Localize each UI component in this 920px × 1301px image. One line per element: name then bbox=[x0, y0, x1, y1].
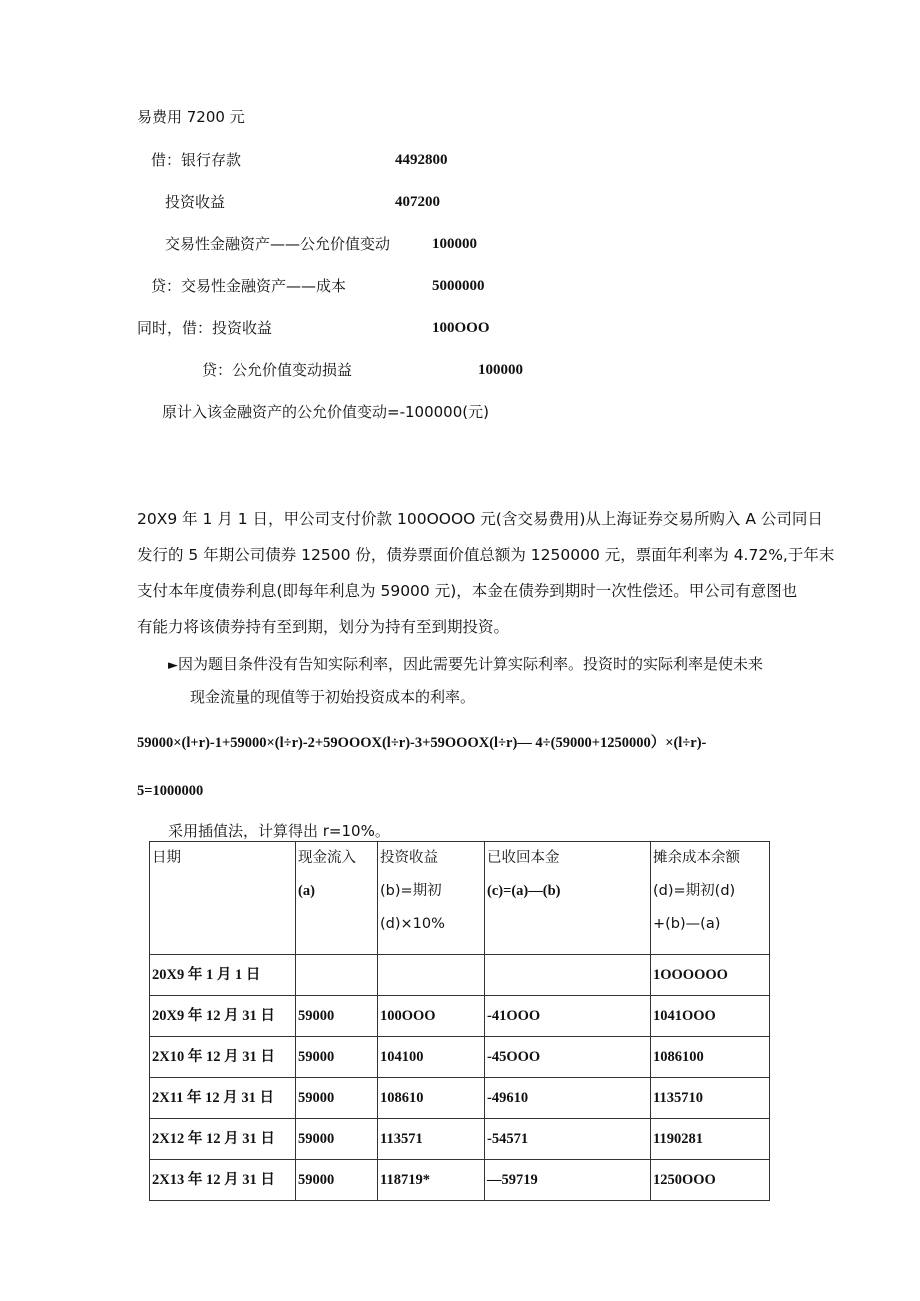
note-line-1 bbox=[168, 654, 763, 674]
entry-simultaneous-debit-label: 同时，借：投资收益 bbox=[137, 319, 273, 337]
header-amortized-cost-label: 摊余成本余额 bbox=[653, 850, 740, 866]
entry-simultaneous-debit-amount: 100OOO bbox=[432, 320, 490, 336]
formula-line-1: 59000×(l+r)-1+59000×(l÷r)-2+59OOOX(l÷r)-3+59OOOX(l÷r)— 4÷(59000+1250000）×(l÷r)- bbox=[137, 735, 707, 751]
bullet-arrow-icon: ► bbox=[168, 658, 178, 673]
cell-principal-recovered: -54571 bbox=[485, 1119, 651, 1160]
cell-cash-inflow: 59000 bbox=[296, 1160, 378, 1201]
cell-date: 2X13 年 12 月 31 日 bbox=[150, 1160, 296, 1201]
header-cash-inflow-formula: (a) bbox=[298, 883, 315, 899]
cell-date: 20X9 年 12 月 31 日 bbox=[150, 996, 296, 1037]
cell-amortized-cost: 1OOOOOO bbox=[651, 955, 770, 996]
cell-investment-income: 104100 bbox=[378, 1037, 485, 1078]
header-investment-income bbox=[378, 842, 485, 955]
cell-principal-recovered: -45OOO bbox=[485, 1037, 651, 1078]
problem-line-4: 有能力将该债券持有至到期，划分为持有至到期投资。 bbox=[137, 618, 510, 636]
header-principal-recovered bbox=[485, 842, 651, 955]
cell-investment-income: 118719* bbox=[378, 1160, 485, 1201]
header-principal-recovered-label: 已收回本金 bbox=[487, 850, 560, 866]
cell-principal-recovered: -41OOO bbox=[485, 996, 651, 1037]
cell-investment-income: 108610 bbox=[378, 1078, 485, 1119]
problem-line-3: 支付本年度债券利息(即每年利息为 59000 元)，本金在债券到期时一次性偿还。甲公司有意图也 bbox=[137, 582, 798, 600]
cell-cash-inflow: 59000 bbox=[296, 996, 378, 1037]
cell-date: 2X10 年 12 月 31 日 bbox=[150, 1037, 296, 1078]
problem-line-2: 发行的 5 年期公司债券 12500 份，债券票面价值总额为 1250000 元，票面年利率为 4.72%,于年末 bbox=[137, 546, 835, 564]
cell-date: 2X11 年 12 月 31 日 bbox=[150, 1078, 296, 1119]
header-amortized-cost-formula-1: (d)=期初(d) bbox=[653, 883, 736, 899]
header-amortized-cost-formula-2: +(b)—(a) bbox=[653, 916, 721, 932]
entry-debit-bank-label: 借：银行存款 bbox=[151, 151, 242, 169]
cell-amortized-cost: 1041OOO bbox=[651, 996, 770, 1037]
note-text-1: 因为题目条件没有告知实际利率，因此需要先计算实际利率。投资时的实际利率是使未来 bbox=[178, 655, 764, 673]
cell-cash-inflow: 59000 bbox=[296, 1119, 378, 1160]
header-date-label: 日期 bbox=[152, 850, 181, 866]
entry-investment-income-label: 投资收益 bbox=[165, 193, 226, 211]
cell-principal-recovered: -49610 bbox=[485, 1078, 651, 1119]
table-row bbox=[150, 1078, 770, 1119]
cell-cash-inflow: 59000 bbox=[296, 1037, 378, 1078]
header-amortized-cost bbox=[651, 842, 770, 955]
entry-fv-change-amount: 100000 bbox=[432, 236, 477, 252]
cell-principal-recovered: —59719 bbox=[485, 1160, 651, 1201]
cell-amortized-cost: 1250OOO bbox=[651, 1160, 770, 1201]
table-row bbox=[150, 1037, 770, 1078]
cell-investment-income: 100OOO bbox=[378, 996, 485, 1037]
entry-simultaneous-credit-amount: 100000 bbox=[478, 362, 523, 378]
cell-investment-income: 113571 bbox=[378, 1119, 485, 1160]
cell-cash-inflow bbox=[296, 955, 378, 996]
header-investment-income-formula-2: (d)×10% bbox=[380, 916, 445, 932]
header-principal-recovered-formula: (c)=(a)—(b) bbox=[487, 883, 561, 899]
fv-change-summary: 原计入该金融资产的公允价值变动=-100000(元) bbox=[162, 403, 489, 421]
cell-principal-recovered bbox=[485, 955, 651, 996]
entry-simultaneous-credit-label: 贷：公允价值变动损益 bbox=[202, 361, 353, 379]
cell-date: 20X9 年 1 月 1 日 bbox=[150, 955, 296, 996]
formula-line-2: 5=1000000 bbox=[137, 783, 204, 799]
cell-amortized-cost: 1086100 bbox=[651, 1037, 770, 1078]
header-cash-inflow-label: 现金流入 bbox=[298, 850, 356, 866]
header-investment-income-formula-1: (b)=期初 bbox=[380, 883, 442, 899]
table-row bbox=[150, 955, 770, 996]
entry-fv-change-label: 交易性金融资产——公允价值变动 bbox=[165, 235, 391, 253]
header-date bbox=[150, 842, 296, 955]
problem-line-1: 20X9 年 1 月 1 日，甲公司支付价款 100OOOO 元(含交易费用)从上海证券交易所购入 A 公司同日 bbox=[137, 510, 823, 528]
amortization-table bbox=[149, 841, 770, 1201]
cell-amortized-cost: 1135710 bbox=[651, 1078, 770, 1119]
header-investment-income-label: 投资收益 bbox=[380, 850, 438, 866]
header-cash-inflow bbox=[296, 842, 378, 955]
cell-amortized-cost: 1190281 bbox=[651, 1119, 770, 1160]
cell-date: 2X12 年 12 月 31 日 bbox=[150, 1119, 296, 1160]
entry-credit-cost-amount: 5000000 bbox=[432, 278, 485, 294]
table-row bbox=[150, 1119, 770, 1160]
table-row bbox=[150, 996, 770, 1037]
entry-credit-cost-label: 贷：交易性金融资产——成本 bbox=[151, 277, 347, 295]
table-header-row bbox=[150, 842, 770, 955]
problem-paragraph bbox=[137, 501, 835, 645]
entry-investment-income-amount: 407200 bbox=[395, 194, 440, 210]
cell-cash-inflow: 59000 bbox=[296, 1078, 378, 1119]
table-row bbox=[150, 1160, 770, 1201]
intro-fragment: 易费用 7200 元 bbox=[137, 108, 245, 126]
interpolation-result: 采用插值法，计算得出 r=10%。 bbox=[168, 822, 390, 840]
cell-investment-income bbox=[378, 955, 485, 996]
entry-debit-bank-amount: 4492800 bbox=[395, 152, 448, 168]
note-line-2: 现金流量的现值等于初始投资成本的利率。 bbox=[190, 688, 476, 706]
